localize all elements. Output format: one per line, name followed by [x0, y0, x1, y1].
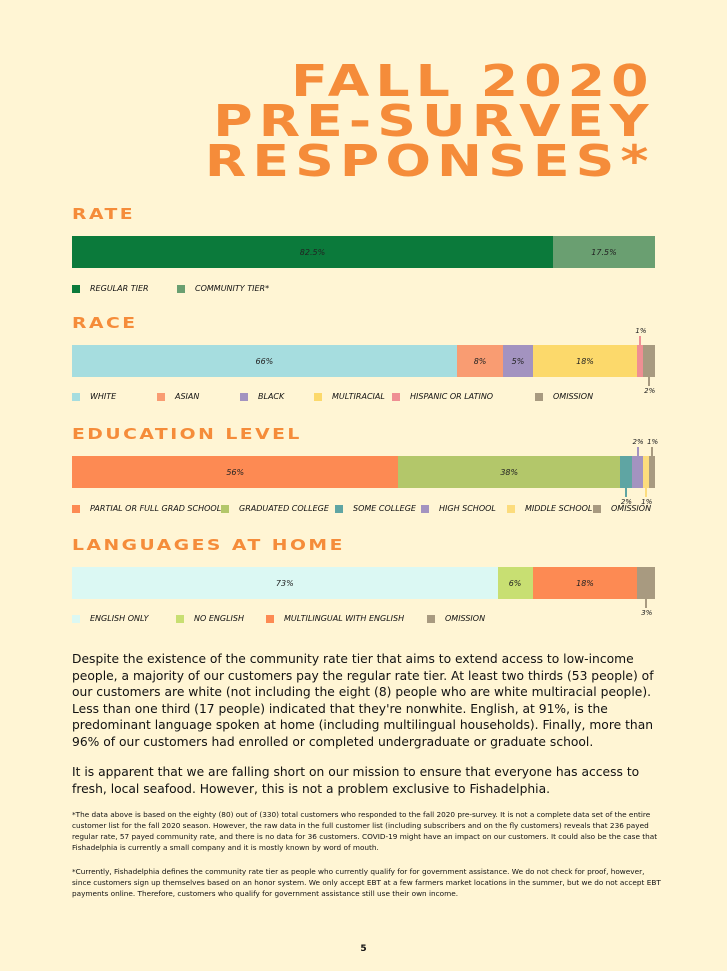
bar-segment-regular-tier: 82.5% [72, 236, 553, 268]
legend-label: HISPANIC OR LATINO [410, 392, 494, 401]
callout-tick-omission [648, 376, 650, 386]
rate-heading: RATE [72, 205, 136, 223]
bar-segment-omission [643, 345, 655, 377]
legend-label: MULTIRACIAL [332, 392, 385, 401]
title-line-1: FALL 2020 [291, 56, 655, 107]
legend-label: MIDDLE SCHOOL [525, 504, 593, 513]
callout-label-omission: 1% [647, 438, 659, 446]
bar-segment-asian: 8% [457, 345, 504, 377]
legend-label: GRADUATED COLLEGE [239, 504, 329, 513]
page-number: 5 [360, 944, 367, 954]
legend-item-hispanic-or-latino [392, 392, 493, 401]
languages-stacked-bar [72, 567, 655, 599]
legend-swatch [392, 393, 400, 401]
legend-swatch [157, 393, 165, 401]
legend-item-high-school [421, 504, 496, 513]
footnote-community-rate: *Currently, Fishadelphia defines the community rate tier as people who currently qualify for for government assistance. We do not check for proof, however, since customers sign up themselves based on an honor system. We only accept EBT at a few farmers market locations in the summer, but we do not accept EBT payments online. Therefore, customers who qualify for government assistance still use their own income. [72, 867, 661, 898]
callout-tick-omission [651, 447, 653, 457]
title-line-2: PRE-SURVEY [213, 96, 655, 147]
bar-segment-multilingual-with-english: 18% [533, 567, 638, 599]
callout-label-omission: 3% [641, 609, 653, 617]
callout-label-hispanic-or-latino: 1% [635, 327, 647, 335]
education-stacked-bar [72, 456, 655, 488]
legend-label: OMISSION [553, 392, 594, 401]
legend-swatch [240, 393, 248, 401]
legend-item-english-only [72, 614, 149, 623]
callout-tick-omission [645, 598, 647, 608]
bar-segment-black: 5% [503, 345, 532, 377]
bar-segment-some-college [620, 456, 632, 488]
legend-item-graduated-college [221, 504, 329, 513]
legend-label: ENGLISH ONLY [90, 614, 149, 623]
legend-swatch [507, 505, 515, 513]
legend-swatch [72, 505, 80, 513]
bar-segment-graduated-college: 38% [398, 456, 620, 488]
page-title [205, 56, 655, 187]
legend-label: BLACK [258, 392, 285, 401]
legend-item-omission [535, 392, 593, 401]
legend-label: SOME COLLEGE [353, 504, 416, 513]
legend-item-community-tier [177, 284, 269, 293]
legend-label: PARTIAL OR FULL GRAD SCHOOL [90, 504, 222, 513]
callout-label-some-college: 2% [620, 498, 632, 506]
legend-swatch [177, 285, 185, 293]
bar-segment-omission [649, 456, 655, 488]
footnote-data: *The data above is based on the eighty (80) out of (330) total customers who responded to the fall 2020 pre-survey. It is not a complete data set of the entire customer list for the fall 2020 season. However, the raw data in the full customer list (including subscribers and on the fly customers) reveals that 236 payed regular rate, 57 payed community rate, and there is no data for 36 customers. COVID-19 might have an impact on our customers. It could also be the case that Fishadelphia is currently a small company and it is mostly known by word of mouth. [72, 810, 658, 852]
bar-segment-no-english: 6% [498, 567, 533, 599]
legend-item-omission [427, 614, 485, 623]
race-heading: RACE [72, 314, 138, 332]
legend-item-white [72, 392, 116, 401]
race-stacked-bar [72, 345, 655, 377]
callout-tick-middle-school [645, 487, 647, 497]
legend-item-multilingual-with-english [266, 614, 404, 623]
bar-segment-white: 66% [72, 345, 457, 377]
legend-swatch [72, 393, 80, 401]
bar-segment-multiracial: 18% [533, 345, 638, 377]
body-paragraph-2: It is apparent that we are falling short on our mission to ensure that everyone has access to fresh, local seafood. However, this is not a problem exclusive to Fishadelphia. [72, 765, 640, 796]
languages-heading: LANGUAGES AT HOME [72, 536, 345, 554]
legend-swatch [72, 615, 80, 623]
legend-swatch [535, 393, 543, 401]
legend-item-middle-school [507, 504, 592, 513]
bar-segment-community-tier: 17.5% [553, 236, 655, 268]
callout-tick-hispanic-or-latino [639, 336, 641, 346]
legend-swatch [72, 285, 80, 293]
legend-label: OMISSION [611, 504, 652, 513]
bar-segment-partial-or-full-grad-school: 56% [72, 456, 398, 488]
legend-swatch [314, 393, 322, 401]
bar-segment-high-school [632, 456, 644, 488]
callout-tick-some-college [625, 487, 627, 497]
legend-item-some-college [335, 504, 416, 513]
legend-item-asian [157, 392, 199, 401]
legend-item-black [240, 392, 284, 401]
legend-swatch [335, 505, 343, 513]
legend-swatch [593, 505, 601, 513]
legend-label: REGULAR TIER [90, 284, 149, 293]
legend-item-regular-tier [72, 284, 149, 293]
legend-item-multiracial [314, 392, 385, 401]
legend-swatch [266, 615, 274, 623]
education-heading: EDUCATION LEVEL [72, 425, 302, 443]
callout-label-middle-school: 1% [641, 498, 653, 506]
legend-swatch [221, 505, 229, 513]
legend-swatch [176, 615, 184, 623]
title-line-3: RESPONSES* [205, 136, 655, 187]
legend-label: ASIAN [175, 392, 200, 401]
legend-label: MULTILINGUAL WITH ENGLISH [284, 614, 405, 623]
legend-item-partial-or-full-grad-school [72, 504, 221, 513]
bar-segment-omission [637, 567, 654, 599]
legend-label: HIGH SCHOOL [439, 504, 496, 513]
bar-segment-english-only: 73% [72, 567, 498, 599]
callout-tick-high-school [637, 447, 639, 457]
legend-swatch [421, 505, 429, 513]
legend-label: WHITE [90, 392, 117, 401]
callout-label-high-school: 2% [632, 438, 644, 446]
body-paragraph-1: Despite the existence of the community rate tier that aims to extend access to low-income people, a majority of our customers pay the regular rate tier. At least two thirds (53 people) of our customers are white (not including the eight (8) people who are white multiracial people). Less than one third (17 people) indicated that they're nonwhite. English, at 91%, is the predominant language spoken at home (including multilingual households). Finally, more than 96% of our customers had enrolled or completed undergraduate or graduate school. [72, 652, 654, 749]
legend-item-no-english [176, 614, 244, 623]
legend-label: COMMUNITY TIER* [195, 284, 270, 293]
legend-swatch [427, 615, 435, 623]
callout-label-omission: 2% [644, 387, 656, 395]
rate-stacked-bar [72, 236, 655, 268]
legend-label: OMISSION [445, 614, 486, 623]
legend-label: NO ENGLISH [194, 614, 244, 623]
